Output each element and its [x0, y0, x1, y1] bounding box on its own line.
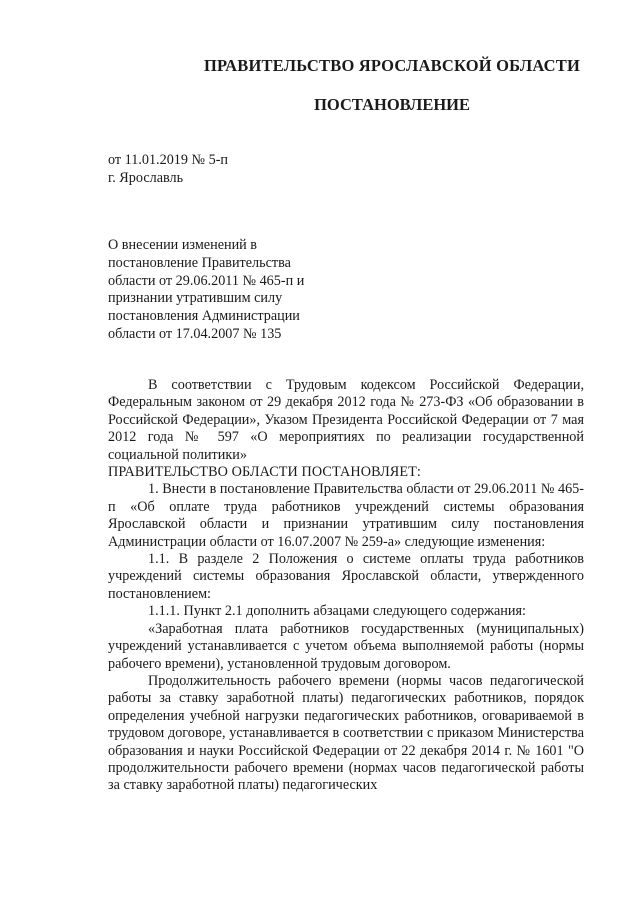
city-line: г. Ярославль [108, 170, 184, 186]
item-1-paragraph: 1. Внести в постановление Правительства области от 29.06.2011 № 465-п «Об оплате труда работников учреждений системы образования Ярославской области и признании утратившим силу постановления Администрации области от 16.07.2007 № 259-а» следующие изменения: [108, 481, 584, 550]
item-1-1-paragraph: 1.1. В разделе 2 Положения о системе оплаты труда работников учреждений системы образования Ярославской области, утвержденного постановлением: [108, 551, 584, 602]
item-1-1-1-paragraph: 1.1.1. Пункт 2.1 дополнить абзацами следующего содержания: [148, 603, 526, 620]
document-body [108, 377, 584, 795]
document-type-title: ПОСТАНОВЛЕНИЕ [314, 95, 470, 114]
quote-paragraph-2: Продолжительность рабочего времени (нормы часов педагогической работы за ставку заработной платы) педагогических работников, порядок определения учебной нагрузки педагогических работников, оговариваемой в трудовом договоре, устанавливается в соответствии с приказом Министерства образования и науки Российской Федерации от 22 декабря 2014 г. № 1601 "О продолжительности рабочего времени (нормах часов педагогической работы за ставку заработной платы) педагогических [108, 672, 584, 794]
preamble-paragraph: В соответствии с Трудовым кодексом Российской Федерации, Федеральным законом от 29 декабря 2012 года № 273-ФЗ «Об образовании в Российской Федерации», Указом Президента Российской Федерации от 7 мая 2012 года № 597 «О мероприятиях по реализации государственной социальной политики» [108, 377, 584, 463]
date-number-line: от 11.01.2019 № 5-п [108, 152, 229, 168]
document-subject: О внесении изменений в постановление Правительства области от 29.06.2011 № 465-п и признании утратившим силу постановления Администрации области от 17.04.2007 № 135 [108, 237, 305, 342]
document-meta [108, 151, 228, 187]
decree-line: ПРАВИТЕЛЬСТВО ОБЛАСТИ ПОСТАНОВЛЯЕТ: [108, 464, 421, 481]
quote-paragraph-1: «Заработная плата работников государственных (муниципальных) учреждений устанавливается с учетом объема выполняемой работы (нормы рабочего времени), установленной трудовым договором. [108, 620, 584, 672]
government-title: ПРАВИТЕЛЬСТВО ЯРОСЛАВСКОЙ ОБЛАСТИ [203, 56, 580, 75]
